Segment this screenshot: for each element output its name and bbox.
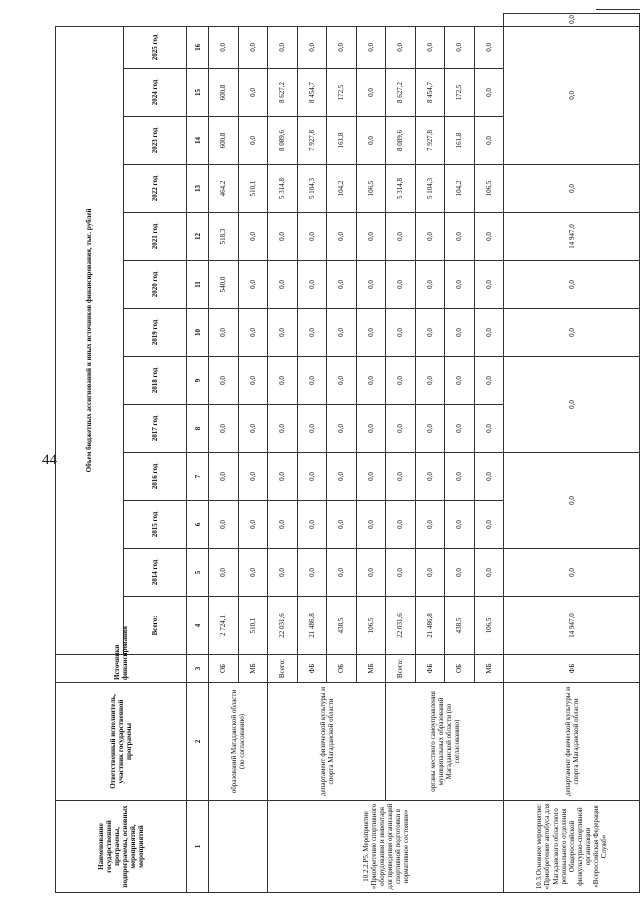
source-cell: МБ bbox=[238, 655, 268, 683]
value-cell: 0,0 bbox=[209, 501, 239, 549]
value-cell: 0,0 bbox=[386, 261, 416, 309]
col-number: 10 bbox=[187, 309, 209, 357]
value-cell: 14 947,0 bbox=[504, 213, 640, 261]
value-cell: 8 627,2 bbox=[386, 69, 416, 117]
value-cell: 0,0 bbox=[238, 213, 268, 261]
value-cell: 21 486,8 bbox=[415, 597, 445, 655]
value-cell: 0,0 bbox=[445, 501, 475, 549]
value-cell: 0,0 bbox=[386, 549, 416, 597]
value-cell: 0,0 bbox=[415, 453, 445, 501]
col-number: 7 bbox=[187, 453, 209, 501]
rotated-table-wrapper bbox=[55, 13, 640, 893]
header-total: Всего: bbox=[123, 597, 186, 655]
value-cell: 0,0 bbox=[356, 549, 386, 597]
header-year: 2025 год bbox=[123, 26, 186, 68]
value-cell: 0,0 bbox=[386, 405, 416, 453]
header-year: 2023 год bbox=[123, 117, 186, 165]
value-cell: 0,0 bbox=[415, 213, 445, 261]
value-cell: 0,0 bbox=[209, 549, 239, 597]
value-cell: 172,5 bbox=[445, 69, 475, 117]
value-cell: 0,0 bbox=[504, 26, 640, 164]
value-cell: 0,0 bbox=[297, 501, 327, 549]
header-row-1 bbox=[56, 14, 124, 893]
value-cell: 0,0 bbox=[268, 309, 298, 357]
value-cell: 464,2 bbox=[209, 165, 239, 213]
col-number: 13 bbox=[187, 165, 209, 213]
value-cell: 0,0 bbox=[356, 26, 386, 68]
col-number: 11 bbox=[187, 261, 209, 309]
value-cell: 0,0 bbox=[356, 117, 386, 165]
value-cell: 0,0 bbox=[268, 261, 298, 309]
value-cell: 106,5 bbox=[474, 165, 504, 213]
value-cell: 510,1 bbox=[238, 165, 268, 213]
source-cell: Всего: bbox=[386, 655, 416, 683]
value-cell: 0,0 bbox=[504, 357, 640, 453]
value-cell: 0,0 bbox=[386, 453, 416, 501]
source-cell: ФБ bbox=[297, 655, 327, 683]
table-row bbox=[504, 14, 640, 893]
value-cell: 106,5 bbox=[356, 597, 386, 655]
value-cell: 0,0 bbox=[297, 357, 327, 405]
value-cell: 0,0 bbox=[356, 453, 386, 501]
value-cell: 0,0 bbox=[415, 405, 445, 453]
header-year: 2018 год bbox=[123, 357, 186, 405]
header-year: 2014 год bbox=[123, 549, 186, 597]
value-cell: 0,0 bbox=[297, 453, 327, 501]
value-cell: 5 314,8 bbox=[386, 165, 416, 213]
value-cell: 0,0 bbox=[445, 26, 475, 68]
value-cell: 5 104,3 bbox=[415, 165, 445, 213]
value-cell: 8 089,6 bbox=[386, 117, 416, 165]
value-cell: 0,0 bbox=[356, 405, 386, 453]
value-cell: 0,0 bbox=[415, 357, 445, 405]
value-cell: 0,0 bbox=[268, 453, 298, 501]
value-cell: 518,3 bbox=[209, 213, 239, 261]
value-cell: 0,0 bbox=[504, 261, 640, 309]
block2-executor-b: органы местного самоуправления муниципальных образований Магаданской области (по согласованию) bbox=[386, 683, 504, 801]
value-cell: 0,0 bbox=[209, 453, 239, 501]
value-cell: 0,0 bbox=[238, 309, 268, 357]
value-cell: 0,0 bbox=[209, 26, 239, 68]
block3-executor: департамент физической культуры и спорта Магаданской области bbox=[504, 683, 640, 801]
value-cell: 0,0 bbox=[238, 117, 268, 165]
value-cell: 0,0 bbox=[386, 501, 416, 549]
source-cell: МБ bbox=[474, 655, 504, 683]
value-cell: 0,0 bbox=[238, 453, 268, 501]
block3-name: 10.3.Основное мероприятие: «Приобретение автобуса для Магаданского областного регионального отделения Общероссийской физкультурно-спортивной организации «Всероссийская Федерация Служб» bbox=[504, 801, 640, 893]
value-cell: 0,0 bbox=[327, 501, 357, 549]
value-cell: 0,0 bbox=[209, 309, 239, 357]
value-cell: 0,0 bbox=[268, 26, 298, 68]
value-cell: 0,0 bbox=[327, 405, 357, 453]
block1-name-cell bbox=[209, 801, 268, 893]
value-cell: 0,0 bbox=[297, 26, 327, 68]
value-cell: 106,5 bbox=[474, 597, 504, 655]
value-cell: 0,0 bbox=[474, 405, 504, 453]
value-cell: 0,0 bbox=[238, 69, 268, 117]
source-cell: МБ bbox=[356, 655, 386, 683]
value-cell: 0,0 bbox=[327, 26, 357, 68]
value-cell: 0,0 bbox=[238, 26, 268, 68]
value-cell: 0,0 bbox=[474, 501, 504, 549]
col-number: 9 bbox=[187, 357, 209, 405]
value-cell: 7 927,8 bbox=[415, 117, 445, 165]
value-cell: 161,8 bbox=[327, 117, 357, 165]
value-cell: 0,0 bbox=[238, 357, 268, 405]
value-cell: 0,0 bbox=[327, 453, 357, 501]
value-cell: 0,0 bbox=[327, 213, 357, 261]
value-cell: 0,0 bbox=[474, 26, 504, 68]
value-cell: 0,0 bbox=[327, 357, 357, 405]
top-rule bbox=[596, 9, 640, 10]
value-cell: 0,0 bbox=[415, 26, 445, 68]
value-cell: 104,2 bbox=[327, 165, 357, 213]
value-cell: 0,0 bbox=[445, 453, 475, 501]
value-cell: 14 947,0 bbox=[504, 597, 640, 655]
header-year: 2017 год bbox=[123, 405, 186, 453]
table-row bbox=[386, 14, 416, 893]
value-cell: 0,0 bbox=[238, 501, 268, 549]
value-cell: 0,0 bbox=[504, 549, 640, 597]
value-cell: 0,0 bbox=[474, 549, 504, 597]
value-cell: 540,0 bbox=[209, 261, 239, 309]
value-cell: 0,0 bbox=[415, 309, 445, 357]
value-cell: 0,0 bbox=[209, 357, 239, 405]
value-cell: 161,8 bbox=[445, 117, 475, 165]
value-cell: 0,0 bbox=[238, 261, 268, 309]
source-cell: ОБ bbox=[445, 655, 475, 683]
col-number: 12 bbox=[187, 213, 209, 261]
value-cell: 0,0 bbox=[504, 165, 640, 213]
value-cell: 438,5 bbox=[445, 597, 475, 655]
header-year: 2024 год bbox=[123, 69, 186, 117]
value-cell: 0,0 bbox=[445, 405, 475, 453]
value-cell: 106,5 bbox=[356, 165, 386, 213]
source-cell: ОБ bbox=[327, 655, 357, 683]
value-cell: 0,0 bbox=[356, 309, 386, 357]
source-cell: ФБ bbox=[415, 655, 445, 683]
value-cell: 8 089,6 bbox=[268, 117, 298, 165]
value-cell: 0,0 bbox=[445, 357, 475, 405]
value-cell: 0,0 bbox=[268, 501, 298, 549]
value-cell: 0,0 bbox=[238, 405, 268, 453]
value-cell: 0,0 bbox=[504, 453, 640, 549]
block2-name: 10.2.2.Р5. Мероприятие «Приобретение спортивного оборудования и инвентаря для приведения организаций спортивной подготовки в нормативное состояние» bbox=[268, 801, 504, 893]
value-cell: 0,0 bbox=[474, 261, 504, 309]
value-cell: 0,0 bbox=[327, 309, 357, 357]
value-cell: 0,0 bbox=[415, 549, 445, 597]
value-cell: 8 454,7 bbox=[297, 69, 327, 117]
value-cell: 0,0 bbox=[386, 213, 416, 261]
header-name: Наименование государственной программы, подпрограммы, основных мероприятий, мероприятий bbox=[56, 801, 187, 893]
value-cell: 0,0 bbox=[445, 309, 475, 357]
value-cell: 0,0 bbox=[297, 549, 327, 597]
source-cell: ФБ bbox=[504, 655, 640, 683]
col-number: 3 bbox=[187, 655, 209, 683]
block1-executor: образований Магаданской области (по согласованию) bbox=[209, 683, 268, 801]
value-cell: 5 314,8 bbox=[268, 165, 298, 213]
header-year: 2020 год bbox=[123, 261, 186, 309]
value-cell: 0,0 bbox=[297, 405, 327, 453]
col-number: 16 bbox=[187, 26, 209, 68]
col-number: 8 bbox=[187, 405, 209, 453]
value-cell: 600,8 bbox=[209, 69, 239, 117]
col-number: 6 bbox=[187, 501, 209, 549]
value-cell: 0,0 bbox=[268, 549, 298, 597]
header-year: 2022 год bbox=[123, 165, 186, 213]
value-cell: 104,2 bbox=[445, 165, 475, 213]
value-cell: 0,0 bbox=[268, 213, 298, 261]
value-cell: 0,0 bbox=[474, 213, 504, 261]
col-number: 15 bbox=[187, 69, 209, 117]
value-cell: 0,0 bbox=[474, 117, 504, 165]
value-cell: 2 724,1 bbox=[209, 597, 239, 655]
value-cell: 22 031,6 bbox=[268, 597, 298, 655]
table-row bbox=[268, 14, 298, 893]
value-cell: 0,0 bbox=[445, 261, 475, 309]
col-number: 5 bbox=[187, 549, 209, 597]
value-cell: 438,5 bbox=[327, 597, 357, 655]
value-cell: 600,8 bbox=[209, 117, 239, 165]
funding-table bbox=[55, 13, 640, 893]
value-cell: 0,0 bbox=[445, 213, 475, 261]
col-number: 1 bbox=[187, 801, 209, 893]
value-cell: 0,0 bbox=[504, 14, 640, 27]
value-cell: 0,0 bbox=[238, 549, 268, 597]
value-cell: 510,1 bbox=[238, 597, 268, 655]
header-year: 2016 год bbox=[123, 453, 186, 501]
value-cell: 21 486,8 bbox=[297, 597, 327, 655]
value-cell: 0,0 bbox=[386, 26, 416, 68]
source-cell: ОБ bbox=[209, 655, 239, 683]
source-cell: Всего: bbox=[268, 655, 298, 683]
value-cell: 0,0 bbox=[386, 357, 416, 405]
value-cell: 5 104,3 bbox=[297, 165, 327, 213]
header-source: Источники финансирования bbox=[56, 655, 187, 683]
value-cell: 0,0 bbox=[474, 453, 504, 501]
header-year: 2019 год bbox=[123, 309, 186, 357]
value-cell: 0,0 bbox=[445, 549, 475, 597]
value-cell: 0,0 bbox=[415, 261, 445, 309]
col-number: 2 bbox=[187, 683, 209, 801]
value-cell: 0,0 bbox=[386, 309, 416, 357]
value-cell: 0,0 bbox=[356, 501, 386, 549]
value-cell: 8 454,7 bbox=[415, 69, 445, 117]
header-year: 2015 год bbox=[123, 501, 186, 549]
value-cell: 0,0 bbox=[356, 357, 386, 405]
value-cell: 0,0 bbox=[504, 309, 640, 357]
value-cell: 0,0 bbox=[474, 309, 504, 357]
value-cell: 0,0 bbox=[474, 69, 504, 117]
header-funding: Объем бюджетных ассигнований и иных источников финансирования, тыс. рублей bbox=[56, 26, 124, 654]
header-year: 2021 год bbox=[123, 213, 186, 261]
value-cell: 0,0 bbox=[356, 69, 386, 117]
value-cell: 8 627,2 bbox=[268, 69, 298, 117]
header-executor: Ответственный исполнитель, участник государственной программы bbox=[56, 683, 187, 801]
col-number: 4 bbox=[187, 597, 209, 655]
value-cell: 0,0 bbox=[268, 357, 298, 405]
value-cell: 0,0 bbox=[474, 357, 504, 405]
column-number-row bbox=[187, 14, 209, 893]
value-cell: 0,0 bbox=[356, 213, 386, 261]
value-cell: 7 927,8 bbox=[297, 117, 327, 165]
value-cell: 22 031,6 bbox=[386, 597, 416, 655]
value-cell: 0,0 bbox=[297, 213, 327, 261]
value-cell: 0,0 bbox=[209, 405, 239, 453]
table-row bbox=[209, 14, 239, 893]
block2-executor-a: департамент физической культуры и спорта Магаданской области bbox=[268, 683, 386, 801]
value-cell: 0,0 bbox=[327, 549, 357, 597]
value-cell: 0,0 bbox=[297, 309, 327, 357]
page-number: 44 bbox=[42, 452, 57, 468]
value-cell: 0,0 bbox=[356, 261, 386, 309]
value-cell: 0,0 bbox=[297, 261, 327, 309]
value-cell: 0,0 bbox=[327, 261, 357, 309]
value-cell: 0,0 bbox=[415, 501, 445, 549]
value-cell: 172,5 bbox=[327, 69, 357, 117]
value-cell: 0,0 bbox=[268, 405, 298, 453]
col-number: 14 bbox=[187, 117, 209, 165]
